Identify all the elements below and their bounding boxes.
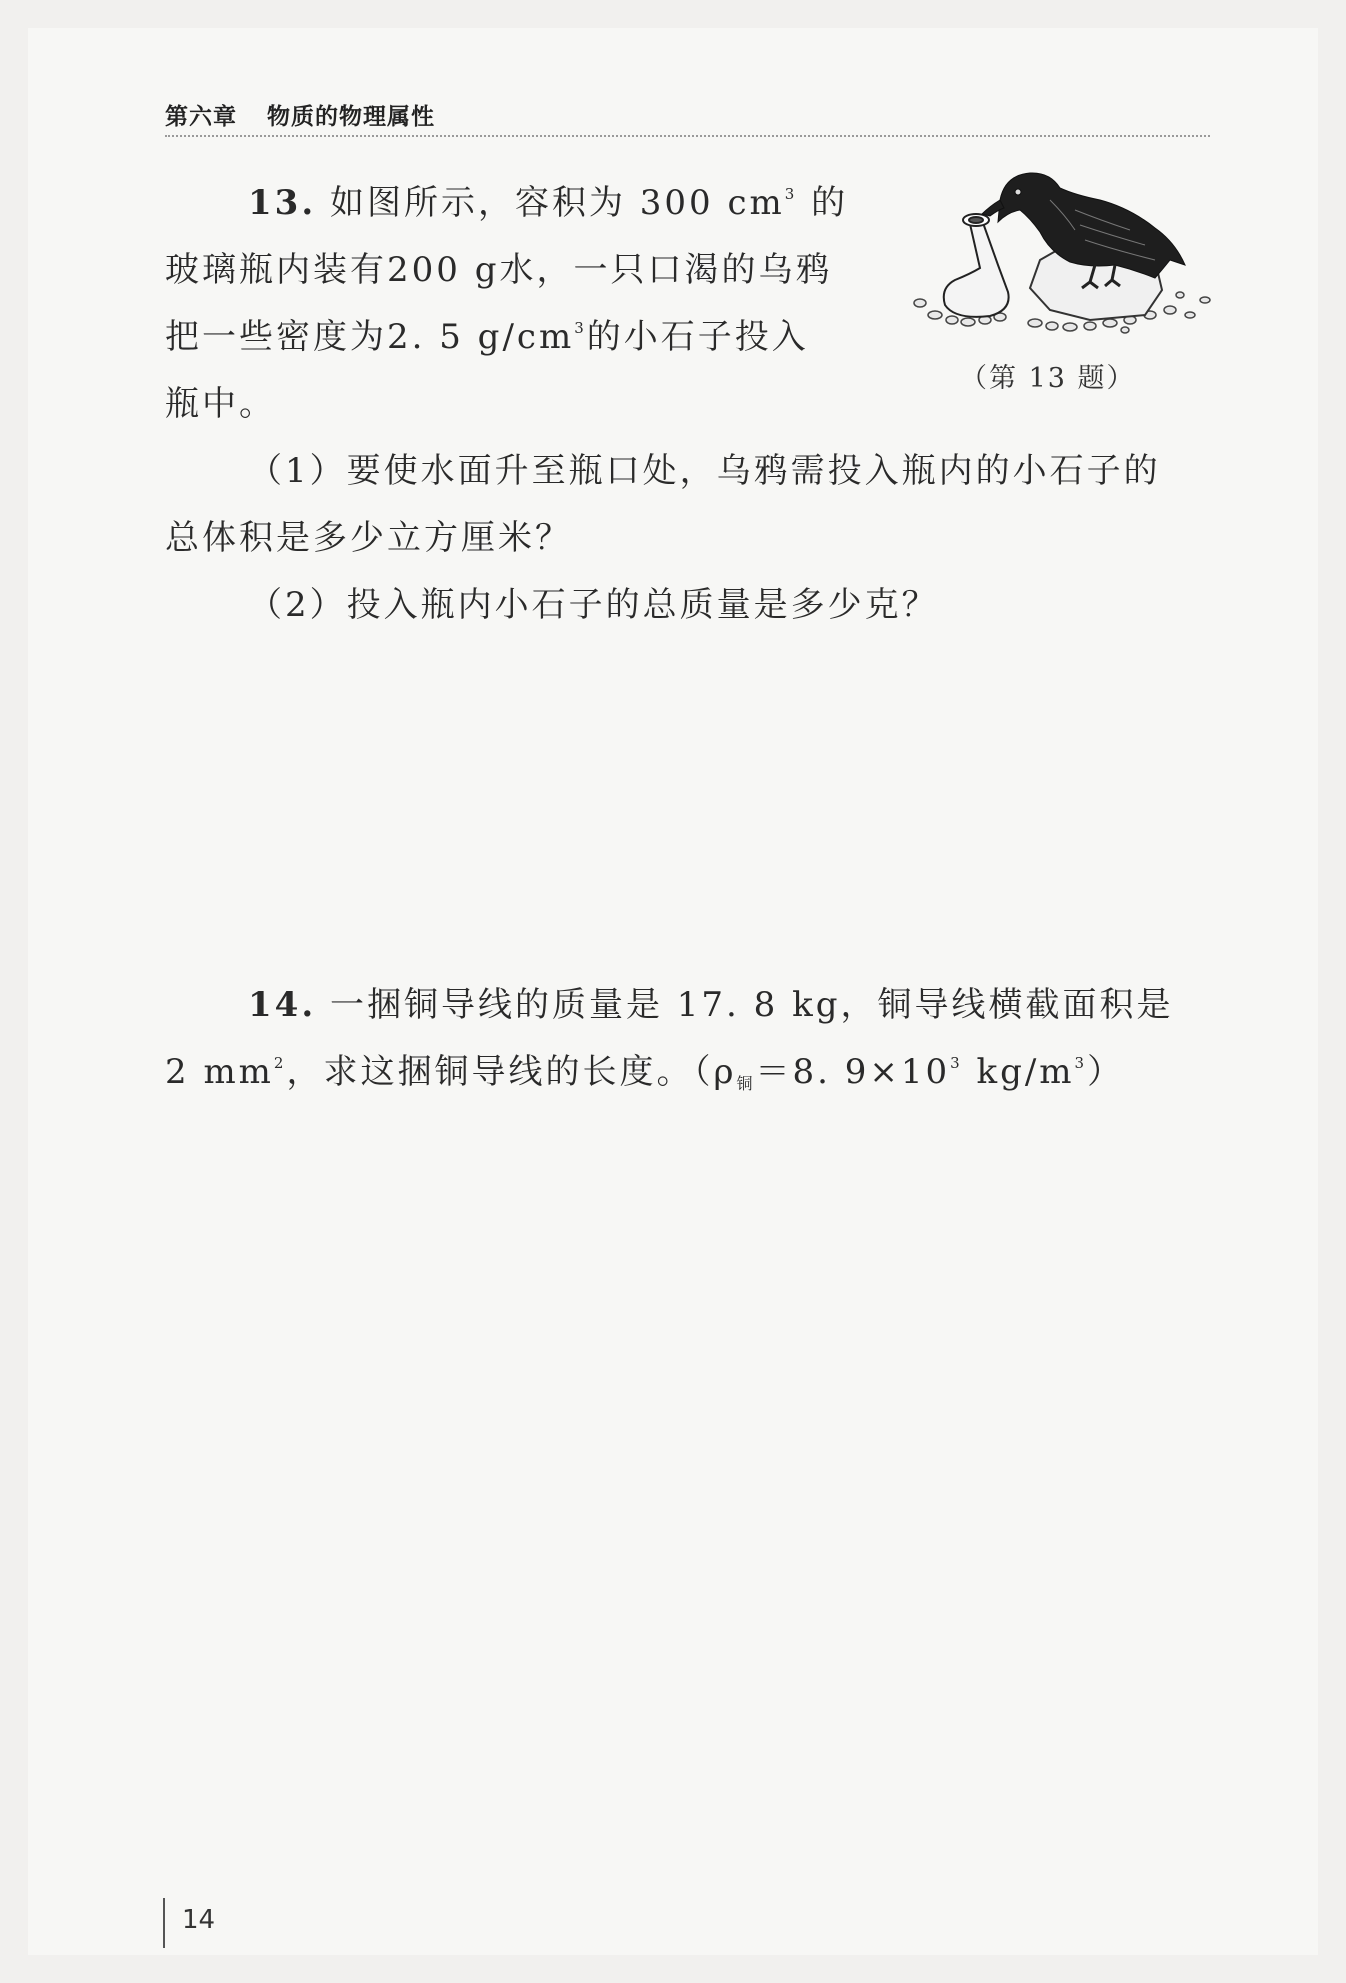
q13-line3-text-b: 的小石子投入 <box>586 317 809 357</box>
q14-line2-b: ，求这捆铜导线的长度。（ρ <box>286 1052 737 1092</box>
page-number: 14 <box>182 1905 216 1935</box>
q13-line1-sup: 3 <box>784 185 798 203</box>
q13-number: 13. <box>248 183 317 223</box>
q14-line2-sub: 铜 <box>736 1074 756 1093</box>
chapter-title: 物质的物理属性 <box>267 104 435 130</box>
q13-sub1-line1: （1）要使水面升至瓶口处，乌鸦需投入瓶内的小石子的 <box>248 451 1161 491</box>
q13-line1-text-a: 如图所示，容积为 300 cm <box>329 183 785 223</box>
q14-line2 <box>165 1039 1124 1106</box>
q13-line1 <box>248 170 848 237</box>
chapter-number: 第六章 <box>165 104 237 130</box>
q14-line2-e: ） <box>1087 1052 1125 1092</box>
q13-sub1-line2: 总体积是多少立方厘米？ <box>165 518 572 558</box>
q14-line1-text: 一捆铜导线的质量是 17. 8 kg，铜导线横截面积是 <box>329 985 1174 1025</box>
q13-line2: 玻璃瓶内装有200 g水，一只口渴的乌鸦 <box>165 250 833 290</box>
q14-line2-sup1: 2 <box>273 1054 287 1072</box>
q13-line3-text-a: 把一些密度为2. 5 g/cm <box>165 317 575 357</box>
q14-line2-a: 2 mm <box>165 1052 274 1092</box>
q14-line1 <box>248 972 1173 1039</box>
header-divider <box>165 135 1210 137</box>
q13-line4: 瓶中。 <box>165 384 276 424</box>
q13-line3-sup: 3 <box>574 319 587 337</box>
q14-line2-sup3: 3 <box>1074 1054 1088 1072</box>
q14-line2-d: kg/m <box>962 1052 1075 1092</box>
page-number-bar <box>163 1898 165 1948</box>
q14-line2-sup2: 3 <box>950 1054 963 1072</box>
q13-line3 <box>165 304 809 371</box>
figure-caption: （第 13 题） <box>960 363 1136 394</box>
chapter-header <box>165 98 435 131</box>
q13-sub2: （2）投入瓶内小石子的总质量是多少克？ <box>248 585 939 625</box>
q14-number: 14. <box>248 985 317 1025</box>
q14-line2-c: ＝8. 9×10 <box>755 1052 951 1092</box>
q13-line1-text-b: 的 <box>797 183 849 223</box>
